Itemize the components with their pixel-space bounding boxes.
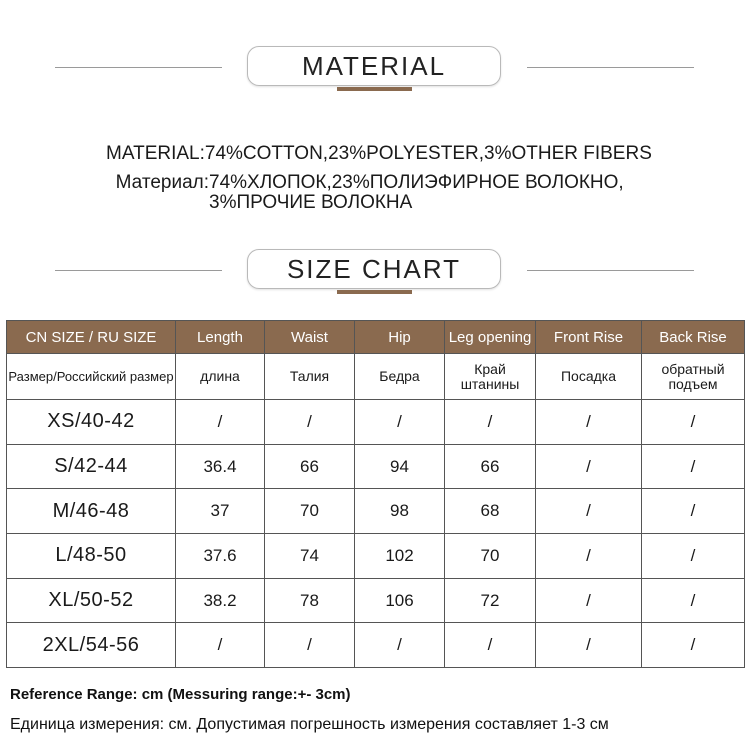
table-cell: 78: [265, 578, 355, 623]
col-header-waist-ru: Талия: [265, 354, 355, 400]
heading-rule-left: [55, 270, 222, 271]
material-heading: MATERIAL: [247, 46, 501, 86]
table-cell-size: L/48-50: [7, 534, 176, 579]
table-cell: 66: [445, 444, 536, 489]
col-header-leg-opening: Leg opening: [445, 321, 536, 354]
size-chart-heading-block: [0, 249, 750, 299]
table-cell: 37.6: [176, 534, 265, 579]
col-header-front-rise-ru: Посадка: [536, 354, 642, 400]
col-header-size: CN SIZE / RU SIZE: [7, 321, 176, 354]
table-cell: 102: [355, 534, 445, 579]
col-header-leg-opening-ru: Край штанины: [445, 354, 536, 400]
col-header-length: Length: [176, 321, 265, 354]
heading-rule-right: [527, 67, 694, 68]
col-header-hip: Hip: [355, 321, 445, 354]
table-cell: /: [642, 489, 745, 534]
table-cell: 68: [445, 489, 536, 534]
col-header-back-rise-ru: обратный подъем: [642, 354, 745, 400]
table-row: [7, 623, 745, 668]
table-header-en: [7, 321, 745, 354]
heading-underline: [337, 87, 412, 91]
table-cell: 66: [265, 444, 355, 489]
table-cell: 36.4: [176, 444, 265, 489]
table-row: [7, 578, 745, 623]
col-header-waist: Waist: [265, 321, 355, 354]
heading-rule-right: [527, 270, 694, 271]
col-header-size-ru: Размер/Российский размер: [7, 354, 176, 400]
table-header-ru: [7, 354, 745, 400]
table-cell: 70: [265, 489, 355, 534]
table-cell: /: [355, 623, 445, 668]
table-cell-size: S/42-44: [7, 444, 176, 489]
table-cell: 106: [355, 578, 445, 623]
measurement-unit-note: Единица измерения: см. Допустимая погрешность измерения составляет 1-3 см: [10, 716, 609, 733]
col-header-hip-ru: Бедра: [355, 354, 445, 400]
table-cell: 98: [355, 489, 445, 534]
table-cell: 70: [445, 534, 536, 579]
table-cell: /: [265, 623, 355, 668]
table-row: [7, 400, 745, 445]
size-chart-heading: SIZE CHART: [247, 249, 501, 289]
table-cell: 72: [445, 578, 536, 623]
table-cell: /: [176, 623, 265, 668]
material-label-ru: Материал:: [115, 172, 209, 193]
table-cell: 37: [176, 489, 265, 534]
material-text-ru: 74%ХЛОПОК,23%ПОЛИЭФИРНОЕ ВОЛОКНО,: [209, 172, 624, 193]
table-cell: /: [176, 400, 265, 445]
col-header-front-rise: Front Rise: [536, 321, 642, 354]
reference-range-note: Reference Range: cm (Messuring range:+- 3cm): [10, 686, 351, 703]
table-cell: /: [642, 534, 745, 579]
table-cell: /: [642, 400, 745, 445]
table-cell: /: [536, 623, 642, 668]
table-cell: 94: [355, 444, 445, 489]
material-label-en: MATERIAL:: [106, 143, 205, 164]
table-cell: /: [536, 444, 642, 489]
material-line-ru-cont: [209, 192, 412, 214]
col-header-length-ru: длина: [176, 354, 265, 400]
table-cell: /: [445, 623, 536, 668]
table-cell: /: [355, 400, 445, 445]
table-row: [7, 534, 745, 579]
table-cell: /: [642, 623, 745, 668]
table-cell: /: [445, 400, 536, 445]
material-text-ru-cont: 3%ПРОЧИЕ ВОЛОКНА: [209, 192, 413, 213]
size-table: [6, 320, 745, 668]
table-cell-size: XL/50-52: [7, 578, 176, 623]
col-header-back-rise: Back Rise: [642, 321, 745, 354]
material-line-en: [106, 143, 652, 165]
table-cell: /: [536, 534, 642, 579]
table-cell-size: XS/40-42: [7, 400, 176, 445]
table-cell-size: 2XL/54-56: [7, 623, 176, 668]
table-cell: /: [536, 489, 642, 534]
heading-underline: [337, 290, 412, 294]
table-row: [7, 489, 745, 534]
table-cell: /: [642, 444, 745, 489]
table-cell: /: [265, 400, 355, 445]
material-line-ru: [106, 172, 624, 194]
table-cell: /: [536, 400, 642, 445]
table-cell: 38.2: [176, 578, 265, 623]
material-heading-block: [0, 46, 750, 96]
table-row: [7, 444, 745, 489]
table-cell: /: [642, 578, 745, 623]
table-cell: /: [536, 578, 642, 623]
table-cell-size: M/46-48: [7, 489, 176, 534]
material-text-en: 74%COTTON,23%POLYESTER,3%OTHER FIBERS: [204, 143, 652, 164]
table-cell: 74: [265, 534, 355, 579]
heading-rule-left: [55, 67, 222, 68]
